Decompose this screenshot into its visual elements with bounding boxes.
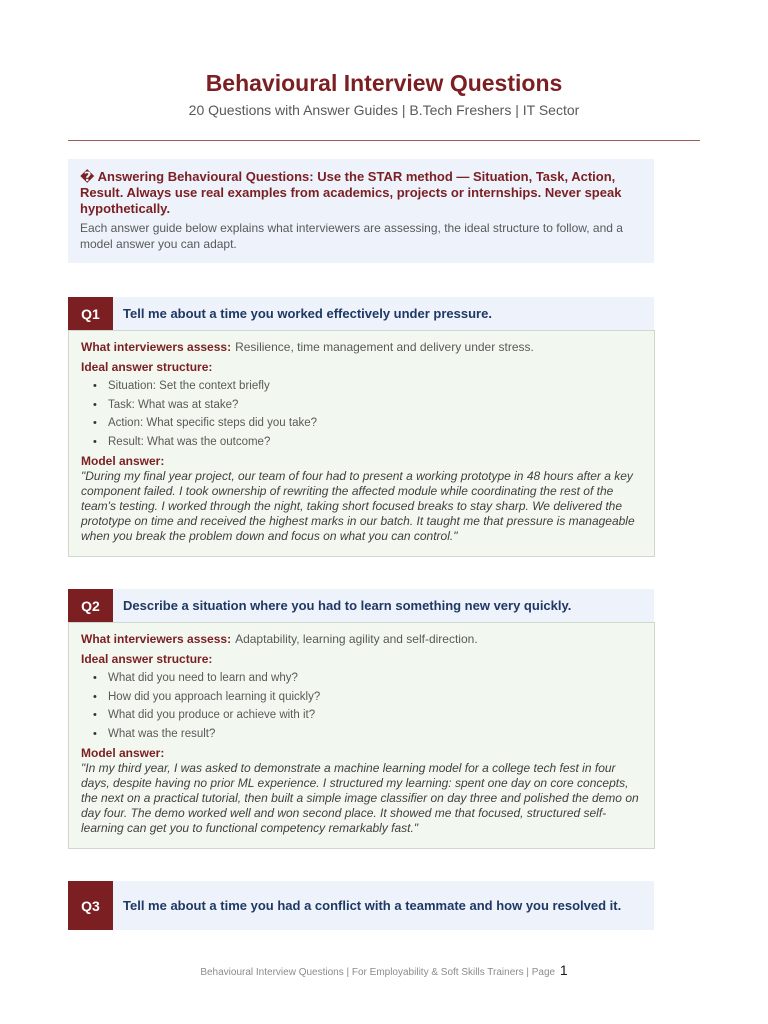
list-item [81, 416, 642, 431]
question-number: Q2 [68, 589, 113, 622]
model-answer: "In my third year, I was asked to demonstrate a machine learning model for a college tech fest in four days, despite having no prior ML experience. I structured my learning: spent one day on core concepts, the next on a practical tutorial, then built a simple image classifier on day three and polished the demo on day four. The demo worked well and won second place. It showed me that focused, structured self-learning can get you to functional competency remarkably fast." [81, 761, 639, 835]
list-item-text: How did you approach learning it quickly? [108, 690, 321, 703]
question-text: Describe a situation where you had to learn something new very quickly. [123, 597, 572, 613]
bullet-icon: • [93, 672, 97, 684]
bullet-icon: • [93, 417, 97, 429]
question-number: Q1 [68, 297, 113, 330]
structure-list [81, 379, 642, 450]
list-item-text: Task: What was at stake? [108, 398, 239, 411]
list-item [81, 379, 642, 394]
list-item-text: Action: What specific steps did you take? [108, 417, 318, 429]
list-item-text: What did you produce or achieve with it? [108, 709, 316, 721]
bullet-icon: • [93, 380, 97, 392]
question-header-q3 [68, 881, 654, 930]
star-method-callout [68, 159, 654, 263]
bullet-icon: • [93, 690, 97, 703]
list-item [81, 671, 642, 686]
list-item-text: Situation: Set the context briefly [108, 380, 270, 392]
bullet-icon: • [93, 727, 97, 740]
assess-value: Resilience, time management and delivery under stress. [235, 340, 534, 354]
answer-guide-q1 [68, 330, 655, 557]
bullet-icon: • [93, 435, 97, 448]
assess-label: What interviewers assess: [81, 340, 232, 354]
callout-body: Each answer guide below explains what interviewers are assessing, the ideal structure to follow, and a model answer you can adapt. [80, 221, 623, 251]
list-item-text: Result: What was the outcome? [108, 435, 271, 448]
list-item [81, 708, 642, 723]
bullet-icon: • [93, 398, 97, 411]
question-text: Tell me about a time you worked effectively under pressure. [123, 305, 492, 321]
list-item-text: What did you need to learn and why? [108, 672, 298, 684]
bullet-icon: • [93, 709, 97, 721]
page-footer [0, 962, 768, 978]
answer-guide-q2 [68, 622, 655, 849]
structure-label: Ideal answer structure: [81, 360, 213, 374]
model-label: Model answer: [81, 746, 165, 760]
list-item [81, 398, 642, 413]
structure-label: Ideal answer structure: [81, 652, 213, 666]
list-item [81, 727, 642, 742]
assess-value: Adaptability, learning agility and self-direction. [235, 632, 478, 646]
page-title: Behavioural Interview Questions [205, 70, 563, 96]
list-item [81, 690, 642, 705]
callout-icon: � [80, 169, 95, 184]
page-number: 1 [559, 962, 568, 978]
page-subtitle: 20 Questions with Answer Guides | B.Tech Freshers | IT Sector [188, 102, 580, 118]
question-header-q1 [68, 297, 654, 330]
list-item-text: What was the result? [108, 727, 216, 740]
callout-lead [80, 169, 642, 217]
list-item [81, 435, 642, 450]
callout-lead-text: Answering Behavioural Questions: Use the STAR method — Situation, Task, Action, Result. Always use real examples from academics, projects or internships. Never speak hypothetically. [80, 169, 622, 216]
assess-label: What interviewers assess: [81, 632, 232, 646]
question-header-q2 [68, 589, 654, 622]
footer-text: Behavioural Interview Questions | For Employability & Soft Skills Trainers | Page [200, 967, 556, 978]
question-text: Tell me about a time you had a conflict with a teammate and how you resolved it. [123, 897, 622, 913]
assess-row [81, 631, 642, 647]
header-divider [68, 140, 700, 141]
model-answer: "During my final year project, our team of four had to present a working prototype in 48 hours after a key component failed. I took ownership of rewriting the affected module while coordinating the rest of the team's testing. I worked through the night, taking short focused breaks to stay sharp. We delivered the prototype on time and received the highest marks in our batch. It taught me that pressure is manageable when you break the problem down and focus on what you can control." [81, 469, 635, 543]
model-label: Model answer: [81, 454, 165, 468]
question-number: Q3 [68, 881, 113, 930]
structure-list [81, 671, 642, 742]
assess-row [81, 339, 642, 355]
